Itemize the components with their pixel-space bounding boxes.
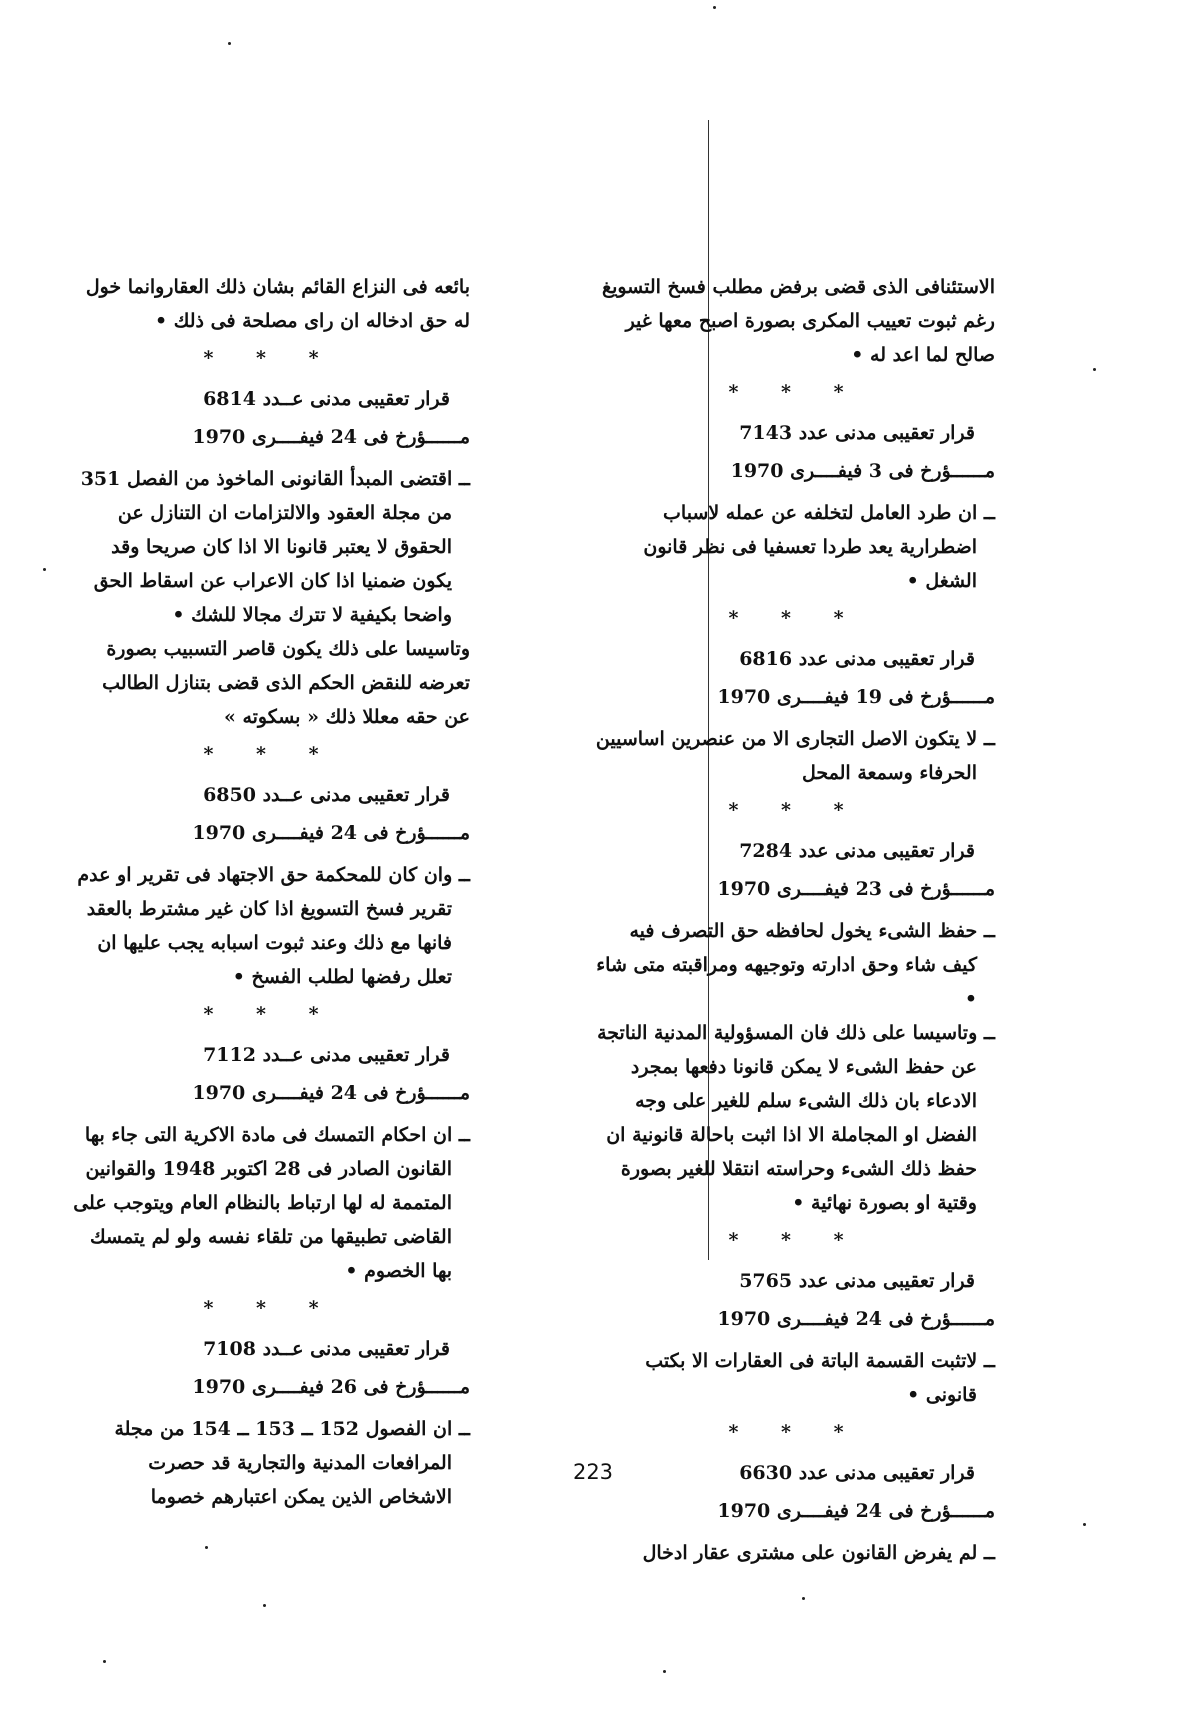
decision-date: مــــــؤرخ فى 19 فيفــــرى 1970: [717, 686, 995, 708]
section-separator: * * *: [203, 743, 337, 765]
ruling-item: ــ ان احكام التمسك فى مادة الاكرية التى جاء بها القانون الصادر فى 28 اكتوبر 1948 والقوانين المتممة له لها ارتباط بالنظام العام ويتوجب على القاضى تطبيقها من تلقاء نفسه ولو لم يتمسك بها الخصوم •: [73, 1124, 470, 1282]
ruling-continuation: وتاسيسا على ذلك يكون قاصر التسبيب بصورة تعرضه للنقض الحكم الذى قضى بتنازل الطالب عن حقه معللا ذلك « بسكوته »: [102, 638, 470, 728]
ruling-item: ــ وان كان للمحكمة حق الاجتهاد فى تقرير او عدم تقرير فسخ التسويغ اذا كان غير مشترط بالعقد فانها مع ذلك وعند ثبوت اسبابه يجب عليها ان تعلل رفضها لطلب الفسخ •: [77, 864, 470, 988]
scan-speck: [1083, 1523, 1086, 1526]
decision-date: مــــــؤرخ فى 24 فيفــــرى 1970: [192, 1082, 470, 1104]
decision-date: مــــــؤرخ فى 24 فيفــــرى 1970: [192, 822, 470, 844]
ruling-item: ــ وتاسيسا على ذلك فان المسؤولية المدنية الناتجة عن حفظ الشىء لا يمكن قانونا دفعها بمجرد الادعاء بان ذلك الشىء سلم للغير على وجه الفضل او المجاملة الا اذا اثبت باحالة قانونية ان حفظ ذلك الشىء وحراسته انتقلا للغير بصورة وقتية او بصورة نهائية •: [597, 1022, 995, 1214]
scan-speck: [713, 6, 716, 9]
ruling-item: ــ لم يفرض القانون على مشترى عقار ادخال: [642, 1542, 995, 1564]
decision-date: مــــــؤرخ فى 26 فيفــــرى 1970: [192, 1376, 470, 1398]
section-separator: * * *: [728, 381, 862, 403]
decision-date: مــــــؤرخ فى 24 فيفــــرى 1970: [717, 1500, 995, 1522]
decision-title: قرار تعقيبى مدنى عــدد 7108: [203, 1338, 450, 1360]
scan-speck: [228, 42, 231, 45]
ruling-item: ــ حفظ الشىء يخول لحافظه حق التصرف فيه كيف شاء وحق ادارته وتوجيهه ومراقبته متى شاء •: [596, 920, 995, 1010]
decision-title: قرار تعقيبى مدنى عــدد 6814: [203, 388, 450, 410]
ruling-item: ــ اقتضى المبدأ القانونى الماخوذ من الفصل 351 من مجلة العقود والالتزامات ان التنازل عن الحقوق لا يعتبر قانونا الا اذا كان صريحا وقد يكون ضمنيا اذا كان الاعراب عن اسقاط الحق واضحا بكيفية لا تترك مجالا للشك •: [80, 468, 470, 626]
left-column: [70, 270, 470, 1514]
scan-speck: [1093, 368, 1096, 371]
section-separator: * * *: [203, 1297, 337, 1319]
ruling-item: ــ ان طرد العامل لتخلفه عن عمله لاسباب اضطرارية يعد طردا تعسفيا فى نظر قانون الشغل •: [643, 502, 995, 592]
page-number: 223: [572, 1460, 614, 1484]
continued-paragraph: الاستئنافى الذى قضى برفض مطلب فسخ التسويغ رغم ثبوت تعييب المكرى بصورة اصبح معها غير صالح لما اعد له •: [601, 276, 995, 366]
scan-speck: [663, 1670, 666, 1673]
ruling-item: ــ لاتثبت القسمة الباتة فى العقارات الا بكتب قانونى •: [645, 1350, 995, 1406]
section-separator: * * *: [728, 1421, 862, 1443]
decision-title: قرار تعقيبى مدنى عدد 7143: [739, 422, 975, 444]
scan-speck: [103, 1660, 106, 1663]
scan-speck: [205, 1546, 208, 1549]
decision-date: مــــــؤرخ فى 23 فيفــــرى 1970: [717, 878, 995, 900]
decision-title: قرار تعقيبى مدنى عدد 6816: [739, 648, 975, 670]
section-separator: * * *: [728, 1229, 862, 1251]
section-separator: * * *: [203, 1003, 337, 1025]
scan-speck: [263, 1604, 266, 1607]
decision-title: قرار تعقيبى مدنى عدد 6630: [739, 1462, 975, 1484]
section-separator: * * *: [203, 347, 337, 369]
ruling-item: ــ ان الفصول 152 ــ 153 ــ 154 من مجلة المرافعات المدنية والتجارية قد حصرت الاشخاص الذين يمكن اعتبارهم خصوما: [114, 1418, 470, 1508]
decision-title: قرار تعقيبى مدنى عــدد 7112: [203, 1044, 450, 1066]
ruling-item: ــ لا يتكون الاصل التجارى الا من عنصرين اساسيين الحرفاء وسمعة المحل: [595, 728, 995, 784]
decision-date: مــــــؤرخ فى 3 فيفــــرى 1970: [730, 460, 995, 482]
scan-speck: [43, 568, 46, 571]
scan-speck: [802, 1597, 805, 1600]
continued-paragraph: بائعه فى النزاع القائم بشان ذلك العقاروانما خول له حق ادخاله ان راى مصلحة فى ذلك •: [85, 276, 470, 332]
right-column: [595, 270, 995, 1570]
decision-title: قرار تعقيبى مدنى عدد 7284: [739, 840, 975, 862]
section-separator: * * *: [728, 607, 862, 629]
decision-title: قرار تعقيبى مدنى عــدد 6850: [203, 784, 450, 806]
decision-date: مــــــؤرخ فى 24 فيفــــرى 1970: [717, 1308, 995, 1330]
section-separator: * * *: [728, 799, 862, 821]
decision-date: مــــــؤرخ فى 24 فيفــــرى 1970: [192, 426, 470, 448]
decision-title: قرار تعقيبى مدنى عدد 5765: [739, 1270, 975, 1292]
